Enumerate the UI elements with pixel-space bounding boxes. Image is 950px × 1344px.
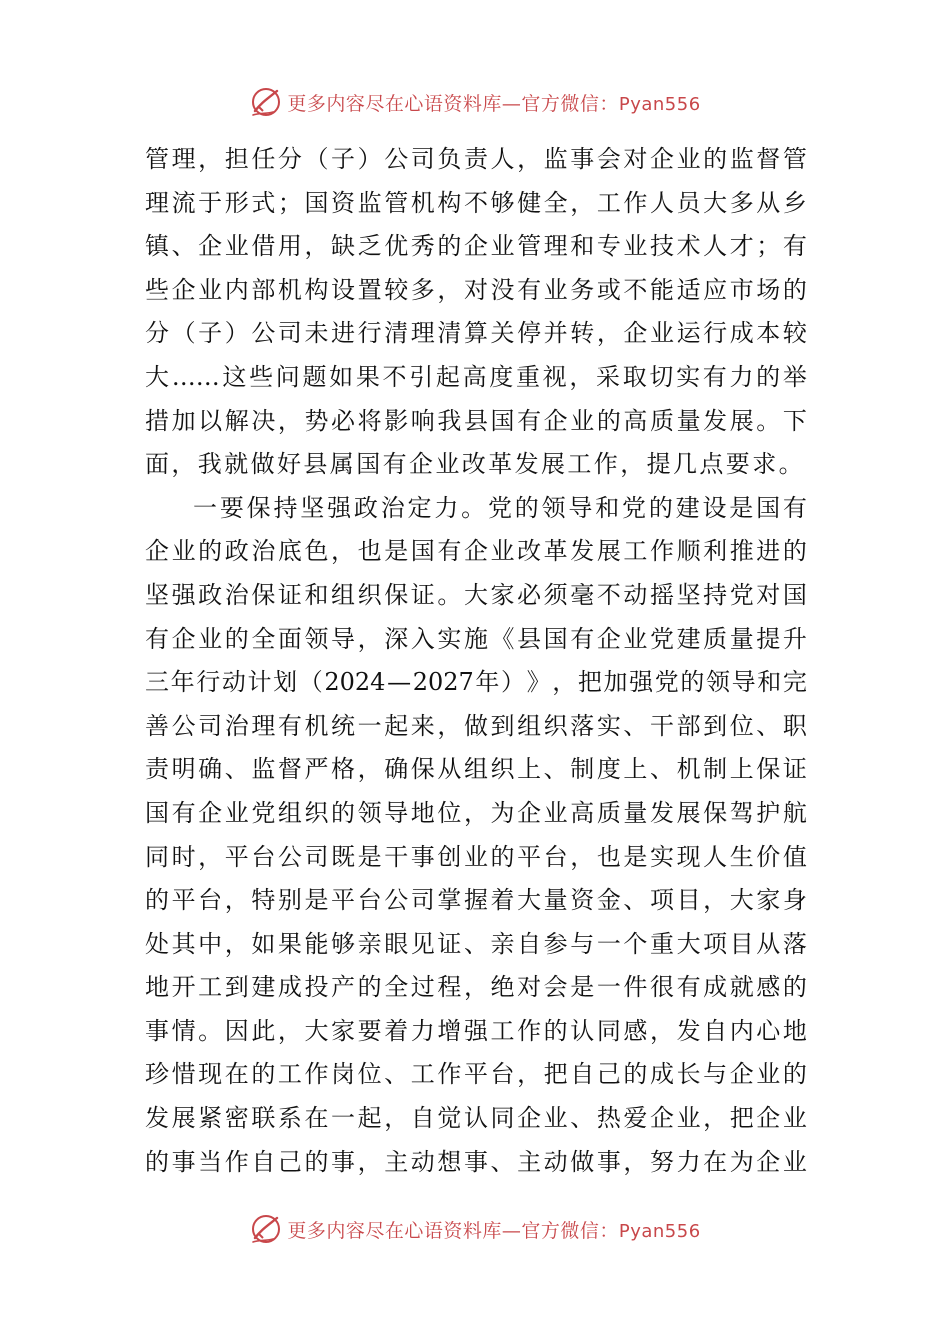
text-line: 管 理 ， 担 任 分 （ 子 ） 公 司 负 责 人 ， 监 事 会 对 企 业 的 监 督 管 bbox=[145, 145, 807, 173]
text-line: 企 业 的 政 治 底 色 ， 也 是 国 有 企 业 改 革 发 展 工 作 顺 利 推 进 的 bbox=[145, 537, 807, 566]
text-line: 些 企 业 内 部 机 构 设 置 较 多 ， 对 没 有 业 务 或 不 能 适 应 市 场 的 bbox=[145, 275, 807, 304]
text-line: 发 展 紧 密 联 系 在 一 起 ， 自 觉 认 同 企 业 、 热 爱 企 业 ， 把 企 业 bbox=[145, 1104, 807, 1133]
text-line: 处 其 中 ， 如 果 能 够 亲 眼 见 证 、 亲 自 参 与 一 个 重 大 项 目 从 落 bbox=[145, 929, 807, 958]
text-line: 镇 、 企 业 借 用 ， 缺 乏 优 秀 的 企 业 管 理 和 专 业 技 术 人 才 ； 有 bbox=[145, 232, 807, 261]
text-line: 珍 惜 现 在 的 工 作 岗 位 、 工 作 平 台 ， 把 自 己 的 成 长 与 企 业 的 bbox=[145, 1060, 807, 1089]
text-line: 地 开 工 到 建 成 投 产 的 全 过 程 ， 绝 对 会 是 一 件 很 有 成 就 感 的 bbox=[145, 973, 807, 1002]
footer-watermark bbox=[0, 1209, 950, 1249]
text-line: 面，我就做好县属国有企业改革发展工作，提几点要求。 bbox=[145, 450, 805, 479]
pen-signature-logo-icon bbox=[249, 85, 283, 119]
text-line: 措 加 以 解 决 ， 势 必 将 影 响 我 县 国 有 企 业 的 高 质 量 发 展 。 下 bbox=[145, 406, 807, 435]
text-line: 一 要 保 持 坚 强 政 治 定 力 。 党 的 领 导 和 党 的 建 设 是 国 有 bbox=[193, 493, 807, 522]
watermark-site: 更多内容尽在心语资料库 bbox=[287, 92, 502, 115]
text-line: 国 有 企 业 党 组 织 的 领 导 地 位 ， 为 企 业 高 质 量 发 展 保 驾 护 航 bbox=[145, 798, 807, 827]
text-line: 坚 强 政 治 保 证 和 组 织 保 证 。 大 家 必 须 毫 不 动 摇 坚 持 党 对 国 bbox=[145, 580, 807, 609]
text-line: 理 流 于 形 式 ； 国 资 监 管 机 构 不 够 健 全 ， 工 作 人 员 大 多 从 乡 bbox=[145, 188, 807, 217]
text-line: 同 时 ， 平 台 公 司 既 是 干 事 创 业 的 平 台 ， 也 是 实 现 人 生 价 值 bbox=[145, 842, 807, 871]
document-body bbox=[145, 138, 807, 1184]
header-watermark bbox=[0, 82, 950, 122]
watermark-account: Pyan556 bbox=[618, 93, 701, 115]
watermark-label: 官方微信： bbox=[521, 92, 619, 115]
pen-signature-logo-icon bbox=[249, 1212, 283, 1246]
text-line: 分 （ 子 ） 公 司 未 进 行 清 理 清 算 关 停 并 转 ， 企 业 运 行 成 本 较 bbox=[145, 319, 807, 348]
watermark-text bbox=[287, 1216, 700, 1243]
text-line: 有 企 业 的 全 面 领 导 ， 深 入 实 施 《 县 国 有 企 业 党 建 质 量 提 升 bbox=[145, 624, 807, 653]
text-line: 的 平 台 ， 特 别 是 平 台 公 司 掌 握 着 大 量 资 金 、 项 目 ， 大 家 身 bbox=[145, 886, 807, 915]
watermark-dash: — bbox=[501, 1219, 522, 1242]
text-line: 大 …… 这 些 问 题 如 果 不 引 起 高 度 重 视 ， 采 取 切 实 有 力 的 举 bbox=[145, 362, 807, 391]
text-line: 三 年 行 动 计 划 （ 2024 — 2027 年 ） 》 ， 把 加 强 党 的 领 导 和 完 bbox=[145, 668, 807, 697]
text-line: 的 事 当 作 自 己 的 事 ， 主 动 想 事 、 主 动 做 事 ， 努 力 在 为 企 业 bbox=[145, 1147, 807, 1176]
watermark-text bbox=[287, 89, 700, 116]
watermark-site: 更多内容尽在心语资料库 bbox=[287, 1219, 502, 1242]
watermark-account: Pyan556 bbox=[618, 1220, 701, 1242]
text-line: 事 情 。 因 此 ， 大 家 要 着 力 增 强 工 作 的 认 同 感 ， 发 自 内 心 地 bbox=[145, 1016, 807, 1045]
text-line: 责 明 确 、 监 督 严 格 ， 确 保 从 组 织 上 、 制 度 上 、 机 制 上 保 证 bbox=[145, 755, 807, 784]
text-line: 善 公 司 治 理 有 机 统 一 起 来 ， 做 到 组 织 落 实 、 干 部 到 位 、 职 bbox=[145, 711, 807, 740]
watermark-dash: — bbox=[501, 92, 522, 115]
watermark-label: 官方微信： bbox=[521, 1219, 619, 1242]
